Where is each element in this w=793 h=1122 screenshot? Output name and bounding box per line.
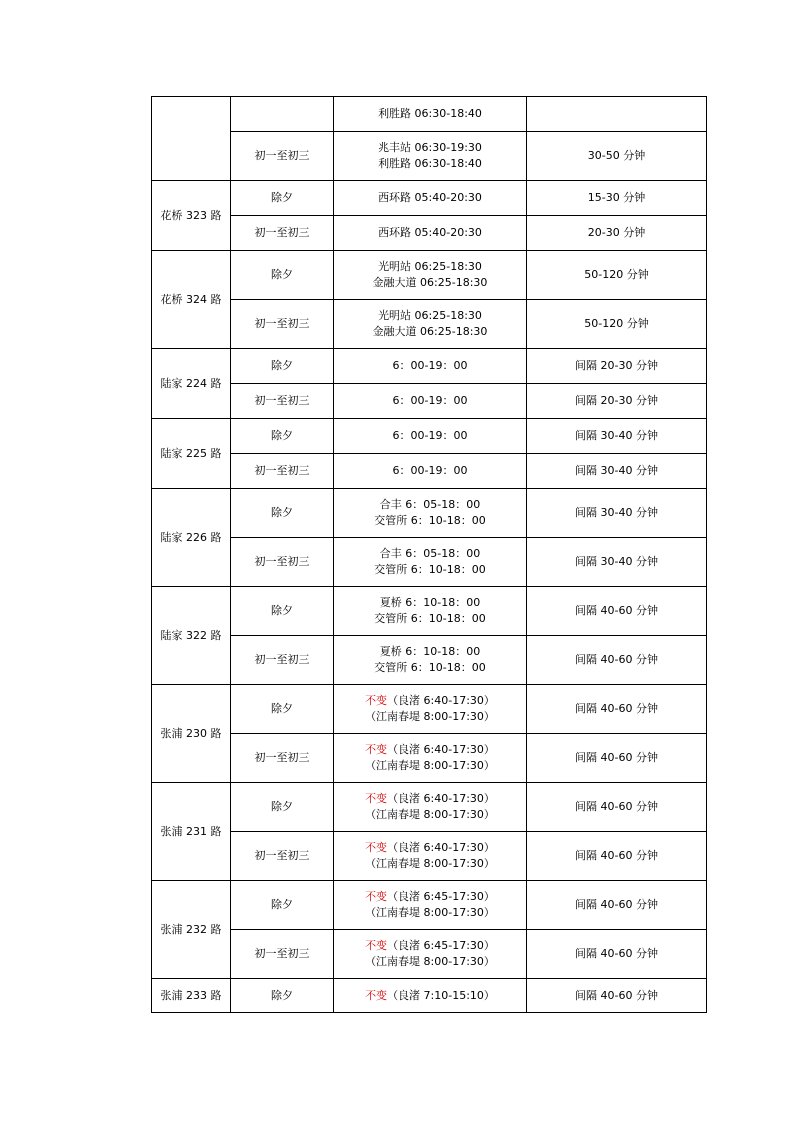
times-cell: 合丰 6：05-18：00 交管所 6：10-18：00 (334, 538, 527, 587)
interval-cell: 间隔 30-40 分钟 (527, 489, 707, 538)
period-cell: 除夕 (231, 349, 334, 384)
interval-cell: 间隔 40-60 分钟 (527, 930, 707, 979)
period-cell: 初一至初三 (231, 454, 334, 489)
table-row (152, 587, 707, 636)
period-cell: 除夕 (231, 881, 334, 930)
interval-cell: 间隔 40-60 分钟 (527, 783, 707, 832)
times-cell: 不变（良渚 6:40-17:30） （江南春堤 8:00-17:30） (334, 734, 527, 783)
table-row (152, 734, 707, 783)
period-cell: 除夕 (231, 489, 334, 538)
table-row (152, 419, 707, 454)
period-cell: 除夕 (231, 251, 334, 300)
route-cell: 陆家 224 路 (152, 349, 231, 419)
period-cell: 初一至初三 (231, 930, 334, 979)
period-cell: 初一至初三 (231, 636, 334, 685)
times-cell: 不变（良渚 6:40-17:30） （江南春堤 8:00-17:30） (334, 832, 527, 881)
interval-cell: 间隔 20-30 分钟 (527, 349, 707, 384)
table-row (152, 979, 707, 1013)
route-cell: 张浦 233 路 (152, 979, 231, 1013)
interval-cell: 15-30 分钟 (527, 181, 707, 216)
times-cell: 兆丰站 06:30-19:30 利胜路 06:30-18:40 (334, 132, 527, 181)
unchanged-flag: 不变 (365, 890, 388, 903)
period-cell: 除夕 (231, 685, 334, 734)
period-cell: 除夕 (231, 181, 334, 216)
interval-cell: 间隔 30-40 分钟 (527, 419, 707, 454)
table-row (152, 538, 707, 587)
times-cell: 6：00-19：00 (334, 454, 527, 489)
route-cell: 陆家 322 路 (152, 587, 231, 685)
interval-cell: 50-120 分钟 (527, 300, 707, 349)
table-row (152, 685, 707, 734)
times-cell: 西环路 05:40-20:30 (334, 216, 527, 251)
table-row (152, 300, 707, 349)
table-row (152, 783, 707, 832)
times-cell: 光明站 06:25-18:30 金融大道 06:25-18:30 (334, 251, 527, 300)
times-cell: 光明站 06:25-18:30 金融大道 06:25-18:30 (334, 300, 527, 349)
interval-cell: 间隔 40-60 分钟 (527, 832, 707, 881)
times-cell: 合丰 6：05-18：00 交管所 6：10-18：00 (334, 489, 527, 538)
route-cell (152, 97, 231, 181)
interval-cell: 间隔 40-60 分钟 (527, 587, 707, 636)
period-cell: 初一至初三 (231, 132, 334, 181)
table-row (152, 489, 707, 538)
times-cell: 不变（良渚 6:45-17:30） （江南春堤 8:00-17:30） (334, 930, 527, 979)
route-cell: 张浦 232 路 (152, 881, 231, 979)
table-row (152, 384, 707, 419)
unchanged-flag: 不变 (365, 939, 388, 952)
period-cell: 除夕 (231, 587, 334, 636)
table-row (152, 251, 707, 300)
bus-schedule-table (151, 96, 707, 1013)
times-cell: 西环路 05:40-20:30 (334, 181, 527, 216)
interval-cell: 间隔 30-40 分钟 (527, 538, 707, 587)
times-cell: 6：00-19：00 (334, 419, 527, 454)
table-row (152, 132, 707, 181)
period-cell: 除夕 (231, 979, 334, 1013)
period-cell: 初一至初三 (231, 832, 334, 881)
times-cell: 夏桥 6：10-18：00 交管所 6：10-18：00 (334, 636, 527, 685)
times-cell: 6：00-19：00 (334, 384, 527, 419)
table-row (152, 97, 707, 132)
times-cell: 利胜路 06:30-18:40 (334, 97, 527, 132)
table-row (152, 636, 707, 685)
interval-cell (527, 97, 707, 132)
route-cell: 张浦 230 路 (152, 685, 231, 783)
interval-cell: 间隔 20-30 分钟 (527, 384, 707, 419)
table-row (152, 930, 707, 979)
route-cell: 花桥 324 路 (152, 251, 231, 349)
route-cell: 花桥 323 路 (152, 181, 231, 251)
times-cell: 6：00-19：00 (334, 349, 527, 384)
interval-cell: 20-30 分钟 (527, 216, 707, 251)
interval-cell: 30-50 分钟 (527, 132, 707, 181)
unchanged-flag: 不变 (365, 841, 388, 854)
interval-cell: 间隔 30-40 分钟 (527, 454, 707, 489)
period-cell: 除夕 (231, 419, 334, 454)
interval-cell: 间隔 40-60 分钟 (527, 734, 707, 783)
times-cell: 不变（良渚 7:10-15:10） (334, 979, 527, 1013)
table-row (152, 832, 707, 881)
interval-cell: 间隔 40-60 分钟 (527, 979, 707, 1013)
times-cell: 夏桥 6：10-18：00 交管所 6：10-18：00 (334, 587, 527, 636)
period-cell: 初一至初三 (231, 734, 334, 783)
table-row (152, 881, 707, 930)
period-cell: 初一至初三 (231, 216, 334, 251)
route-cell: 陆家 226 路 (152, 489, 231, 587)
period-cell: 初一至初三 (231, 384, 334, 419)
table-row (152, 454, 707, 489)
period-cell: 初一至初三 (231, 300, 334, 349)
times-cell: 不变（良渚 6:40-17:30） （江南春堤 8:00-17:30） (334, 685, 527, 734)
unchanged-flag: 不变 (365, 743, 388, 756)
interval-cell: 间隔 40-60 分钟 (527, 636, 707, 685)
route-cell: 张浦 231 路 (152, 783, 231, 881)
unchanged-flag: 不变 (365, 792, 388, 805)
times-cell: 不变（良渚 6:45-17:30） （江南春堤 8:00-17:30） (334, 881, 527, 930)
table-row (152, 181, 707, 216)
interval-cell: 间隔 40-60 分钟 (527, 685, 707, 734)
times-cell: 不变（良渚 6:40-17:30） （江南春堤 8:00-17:30） (334, 783, 527, 832)
unchanged-flag: 不变 (365, 988, 388, 1002)
interval-cell: 间隔 40-60 分钟 (527, 881, 707, 930)
table-row (152, 216, 707, 251)
period-cell: 除夕 (231, 783, 334, 832)
table-row (152, 349, 707, 384)
interval-cell: 50-120 分钟 (527, 251, 707, 300)
period-cell: 初一至初三 (231, 538, 334, 587)
unchanged-flag: 不变 (365, 694, 388, 707)
period-cell (231, 97, 334, 132)
route-cell: 陆家 225 路 (152, 419, 231, 489)
